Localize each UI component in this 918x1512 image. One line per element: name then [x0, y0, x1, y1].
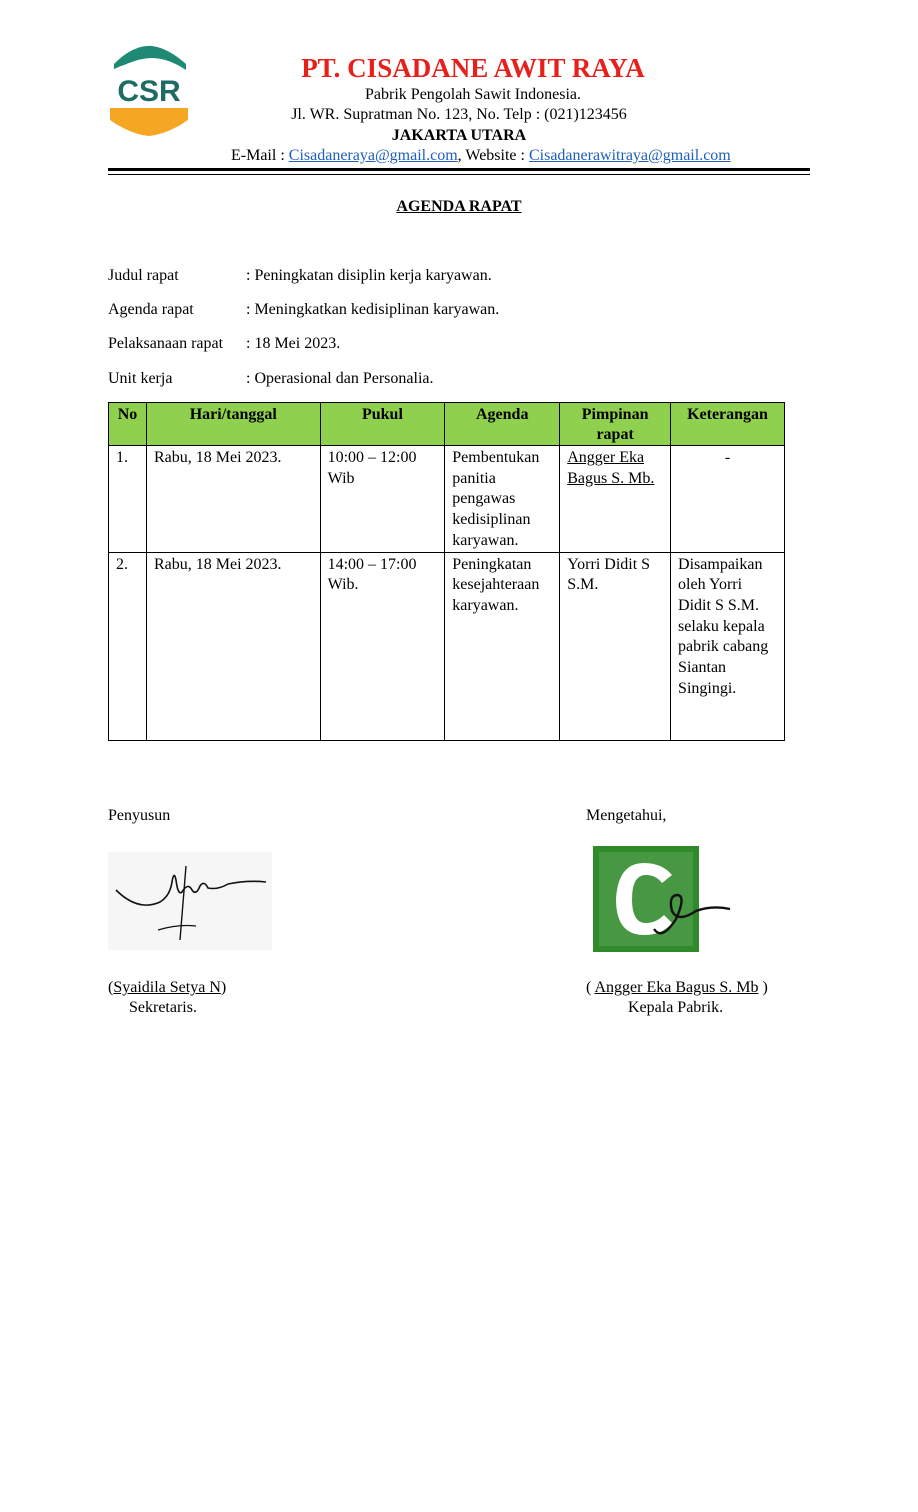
cell-leader: Yorri Didit S S.M.	[560, 552, 671, 740]
field-judul-rapat	[108, 267, 492, 285]
cell-no: 1.	[109, 446, 147, 553]
col-header-no: No	[109, 403, 147, 446]
email-link[interactable]: Cisadaneraya@gmail.com	[288, 147, 458, 164]
cell-note: -	[671, 446, 785, 553]
cell-agenda: Peningkatan kesejahteraan karyawan.	[445, 552, 560, 740]
logo-text: CSR	[117, 75, 181, 108]
field-label: Judul rapat	[108, 267, 179, 284]
secretary-role: Sekretaris.	[129, 999, 197, 1016]
company-address: Jl. WR. Supratman No. 123, No. Telp : (021)123456	[291, 106, 627, 123]
company-logo	[108, 42, 190, 138]
director-name: Angger Eka Bagus S. Mb	[594, 979, 759, 996]
agenda-table	[108, 402, 785, 741]
company-name: PT. CISADANE AWIT RAYA	[301, 53, 645, 83]
cell-leader: Angger Eka Bagus S. Mb.	[560, 446, 671, 553]
document-title: AGENDA RAPAT	[396, 198, 522, 215]
email-label: E-Mail :	[231, 147, 289, 164]
field-value: : Peningkatan disiplin kerja karyawan.	[246, 267, 492, 284]
signature-right-name-line: ( Angger Eka Bagus S. Mb )	[586, 979, 768, 996]
table-row	[109, 446, 785, 553]
header-divider-thin	[108, 174, 810, 175]
col-header-note: Keterangan	[671, 403, 785, 446]
header-divider	[108, 168, 810, 171]
signature-left-heading: Penyusun	[108, 807, 171, 824]
company-city: JAKARTA UTARA	[391, 127, 527, 144]
signature-right-heading: Mengetahui,	[586, 807, 667, 824]
field-pelaksanaan-rapat	[108, 335, 340, 353]
field-unit-kerja	[108, 370, 434, 388]
field-value: : Meningkatkan kedisiplinan karyawan.	[246, 301, 500, 318]
cell-time: 10:00 – 12:00 Wib	[320, 446, 445, 553]
col-header-leader: Pimpinan rapat	[560, 403, 671, 446]
cell-date: Rabu, 18 Mei 2023.	[146, 446, 320, 553]
cell-no: 2.	[109, 552, 147, 740]
field-label: Pelaksanaan rapat	[108, 335, 224, 352]
field-value: : Operasional dan Personalia.	[246, 370, 434, 387]
table-row	[109, 552, 785, 740]
field-value: : 18 Mei 2023.	[246, 335, 341, 352]
field-label: Agenda rapat	[108, 301, 194, 318]
company-tagline: Pabrik Pengolah Sawit Indonesia.	[365, 86, 581, 103]
contact-line	[231, 147, 831, 165]
cell-date: Rabu, 18 Mei 2023.	[146, 552, 320, 740]
secretary-name: Syaidila Setya N	[113, 979, 221, 996]
signature-secretary	[108, 852, 272, 950]
cell-note: Disampaikan oleh Yorri Didit S S.M. selaku kepala pabrik cabang Siantan Singingi.	[671, 552, 785, 740]
col-header-date: Hari/tanggal	[146, 403, 320, 446]
website-label: , Website :	[457, 147, 529, 164]
signature-left-name-line: (Syaidila Setya N)	[108, 979, 227, 996]
company-stamp	[592, 845, 702, 955]
director-role: Kepala Pabrik.	[628, 999, 724, 1016]
website-link[interactable]: Cisadanerawitraya@gmail.com	[528, 147, 731, 164]
table-header-row	[109, 403, 785, 446]
col-header-time: Pukul	[320, 403, 445, 446]
cell-agenda: Pembentukan panitia pengawas kedisiplinan karyawan.	[445, 446, 560, 553]
col-header-agenda: Agenda	[445, 403, 560, 446]
cell-time: 14:00 – 17:00 Wib.	[320, 552, 445, 740]
field-label: Unit kerja	[108, 370, 173, 387]
field-agenda-rapat	[108, 301, 499, 319]
